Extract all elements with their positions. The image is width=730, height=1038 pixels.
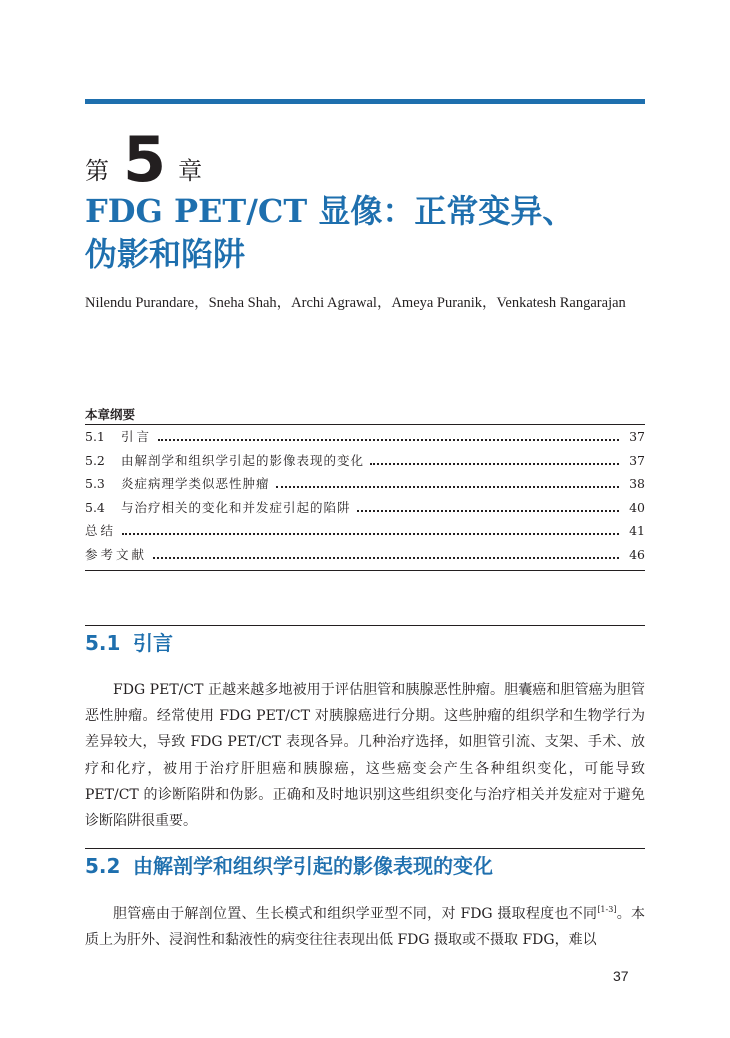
toc-item-title: 总结 bbox=[85, 523, 117, 539]
citation-reference[interactable]: [1-3] bbox=[597, 905, 617, 914]
toc-item-title: 与治疗相关的变化和并发症引起的陷阱 bbox=[121, 499, 351, 515]
toc-item-title: 参考文献 bbox=[85, 546, 148, 562]
chapter-title bbox=[85, 190, 665, 276]
toc-item-title: 由解剖学和组织学引起的影像表现的变化 bbox=[121, 452, 365, 468]
toc-item-title: 引言 bbox=[121, 429, 153, 444]
author-list: Nilendu Purandare，Sneha Shah，Archi Agrawal，Ameya Puranik，Venkatesh Rangarajan bbox=[85, 295, 626, 311]
section-title: 由解剖学和组织学引起的影像表现的变化 bbox=[133, 854, 493, 878]
section-paragraph bbox=[85, 901, 645, 953]
page-number: 37 bbox=[613, 968, 629, 984]
section-heading bbox=[85, 627, 173, 656]
section-divider bbox=[85, 848, 645, 849]
toc-item-page: 40 bbox=[629, 499, 645, 515]
paragraph-text: 胆管癌由于解剖位置、生长模式和组织学亚型不同，对 FDG 摄取程度也不同 bbox=[113, 906, 598, 922]
toc-item-number: 5.1 bbox=[85, 429, 105, 444]
toc-item-page: 41 bbox=[629, 523, 645, 539]
chapter-title-line-2: 伪影和陷阱 bbox=[85, 235, 246, 273]
toc-item[interactable] bbox=[85, 521, 645, 545]
toc-item-page: 37 bbox=[629, 452, 645, 468]
toc-heading: 本章纲要 bbox=[85, 407, 136, 422]
chapter-label bbox=[85, 123, 203, 196]
toc-leader-dots bbox=[122, 533, 619, 535]
toc-item-title: 炎症病理学类似恶性肿瘤 bbox=[121, 476, 270, 492]
toc-item-number: 5.3 bbox=[85, 476, 105, 492]
chapter-number: 5 bbox=[123, 123, 167, 196]
toc-leader-dots bbox=[276, 486, 619, 488]
section-number: 5.2 bbox=[85, 854, 121, 878]
section-heading bbox=[85, 850, 493, 879]
toc-item-page: 37 bbox=[629, 429, 645, 444]
toc-item-page: 38 bbox=[629, 476, 645, 492]
chapter-title-line-1: FDG PET/CT 显像：正常变异、 bbox=[85, 192, 575, 230]
toc-leader-dots bbox=[370, 463, 619, 465]
toc-leader-dots bbox=[357, 510, 619, 512]
toc-item-page: 46 bbox=[629, 546, 645, 562]
toc-item-number: 5.2 bbox=[85, 452, 105, 468]
chapter-suffix: 章 bbox=[178, 157, 203, 185]
toc-item[interactable] bbox=[85, 474, 645, 498]
section-title: 引言 bbox=[133, 631, 173, 655]
toc-item[interactable] bbox=[85, 498, 645, 522]
toc-item[interactable] bbox=[85, 427, 645, 451]
section-divider bbox=[85, 625, 645, 626]
toc-item-number: 5.4 bbox=[85, 499, 105, 515]
section-paragraph: FDG PET/CT 正越来越多地被用于评估胆管和胰腺恶性肿瘤。胆囊癌和胆管癌为胆管恶性肿瘤。经常使用 FDG PET/CT 对胰腺癌进行分期。这些肿瘤的组织学和生物学行为差异较大，导致 FDG PET/CT 表现各异。几种治疗选择，如胆管引流、支架、手术、放疗和化疗，被用于治疗肝胆癌和胰腺癌，这些癌变会产生各种组织变化，可能导致 PET/CT 的诊断陷阱和伪影。正确和及时地识别这些组织变化与治疗相关并发症对于避免诊断陷阱很重要。 bbox=[85, 682, 645, 830]
toc-bottom-divider bbox=[85, 570, 645, 571]
toc-leader-dots bbox=[153, 557, 619, 559]
toc-top-divider bbox=[85, 424, 645, 425]
toc-leader-dots bbox=[158, 439, 619, 441]
paragraph-text: 。本质上为肝外、浸润性和黏液性的病变往往表现出低 FDG 摄取或不摄取 FDG，难以 bbox=[85, 906, 645, 949]
chapter-prefix: 第 bbox=[85, 157, 109, 185]
toc-item[interactable] bbox=[85, 545, 645, 569]
toc-item[interactable] bbox=[85, 451, 645, 475]
table-of-contents bbox=[85, 427, 645, 569]
top-rule bbox=[85, 99, 645, 104]
section-number: 5.1 bbox=[85, 631, 121, 655]
